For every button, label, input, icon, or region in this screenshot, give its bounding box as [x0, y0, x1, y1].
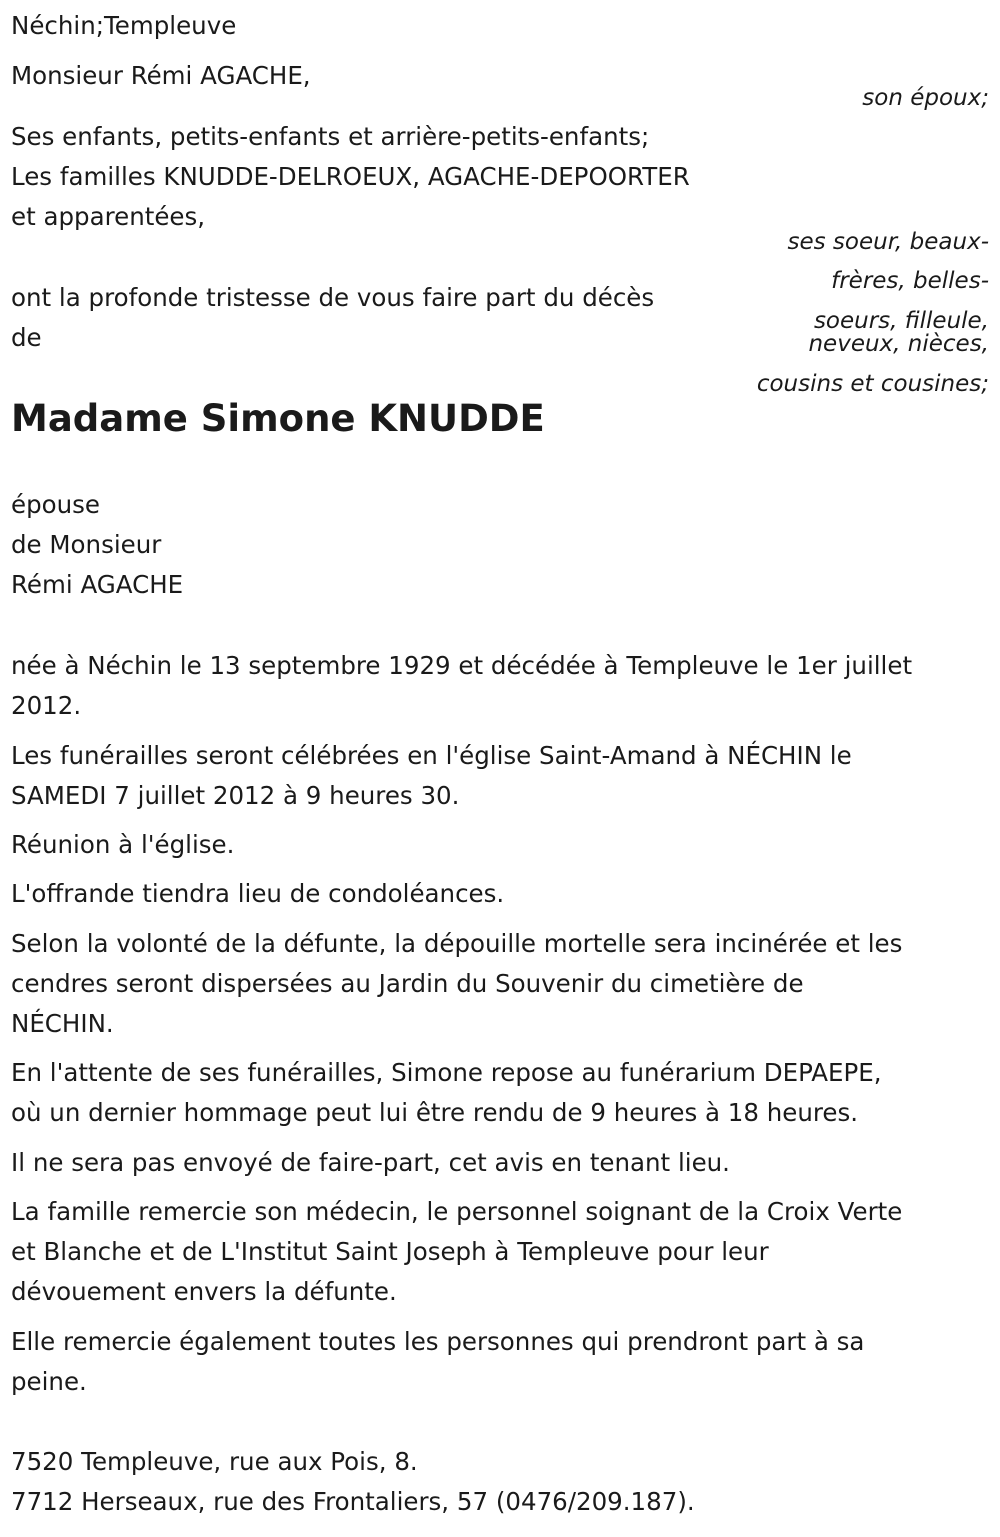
- relatives-line-2: frères, belles-: [831, 268, 989, 294]
- wish-line-1: Selon la volonté de la défunte, la dépouille mortelle sera incinérée et les: [11, 929, 903, 958]
- thanks2-line-2: peine.: [11, 1367, 87, 1396]
- rest-line-2: où un dernier hommage peut lui être rendu de 9 heures à 18 heures.: [11, 1098, 859, 1127]
- spouse-line-1: épouse: [11, 490, 100, 519]
- thanks-line-1: La famille remercie son médecin, le personnel soignant de la Croix Verte: [11, 1197, 903, 1226]
- rest-line-1: En l'attente de ses funérailles, Simone repose au funérarium DEPAEPE,: [11, 1058, 882, 1087]
- thanks2-line-1: Elle remercie également toutes les personnes qui prendront part à sa: [11, 1327, 865, 1356]
- address-2: 7712 Herseaux, rue des Frontaliers, 57 (0476/209.187).: [11, 1487, 695, 1516]
- birth-death-line-2: 2012.: [11, 691, 82, 720]
- notice-line: Il ne sera pas envoyé de faire-part, cet avis en tenant lieu.: [11, 1148, 730, 1177]
- announcement-line-1: ont la profonde tristesse de vous faire part du décès: [11, 283, 655, 312]
- relatives-line-4: neveux, nièces,: [808, 331, 989, 357]
- spouse-line-3: Rémi AGACHE: [11, 570, 184, 599]
- deceased-name: Madame Simone KNUDDE: [11, 397, 545, 440]
- meeting-line: Réunion à l'église.: [11, 830, 235, 859]
- husband-role: son époux;: [862, 85, 989, 111]
- relatives-line-1: ses soeur, beaux-: [787, 229, 989, 255]
- relatives-line-5: cousins et cousines;: [756, 371, 989, 397]
- funeral-line-2: SAMEDI 7 juillet 2012 à 9 heures 30.: [11, 781, 460, 810]
- place-header: Néchin;Templeuve: [11, 11, 237, 40]
- families-line-1: Les familles KNUDDE-DELROEUX, AGACHE-DEPOORTER: [11, 162, 690, 191]
- husband-name: Monsieur Rémi AGACHE,: [11, 61, 311, 90]
- birth-death-line-1: née à Néchin le 13 septembre 1929 et décédée à Templeuve le 1er juillet: [11, 651, 913, 680]
- families-line-2: et apparentées,: [11, 202, 206, 231]
- thanks-line-2: et Blanche et de L'Institut Saint Joseph à Templeuve pour leur: [11, 1237, 769, 1266]
- relatives-line-3: soeurs, filleule,: [813, 308, 989, 334]
- funeral-line-1: Les funérailles seront célébrées en l'église Saint-Amand à NÉCHIN le: [11, 741, 852, 770]
- wish-line-2: cendres seront dispersées au Jardin du Souvenir du cimetière de: [11, 969, 804, 998]
- announcement-line-2: de: [11, 323, 42, 352]
- wish-line-3: NÉCHIN.: [11, 1009, 114, 1038]
- spouse-line-2: de Monsieur: [11, 530, 162, 559]
- thanks-line-3: dévouement envers la défunte.: [11, 1277, 397, 1306]
- children-line: Ses enfants, petits-enfants et arrière-petits-enfants;: [11, 122, 650, 151]
- offering-line: L'offrande tiendra lieu de condoléances.: [11, 879, 505, 908]
- address-1: 7520 Templeuve, rue aux Pois, 8.: [11, 1447, 418, 1476]
